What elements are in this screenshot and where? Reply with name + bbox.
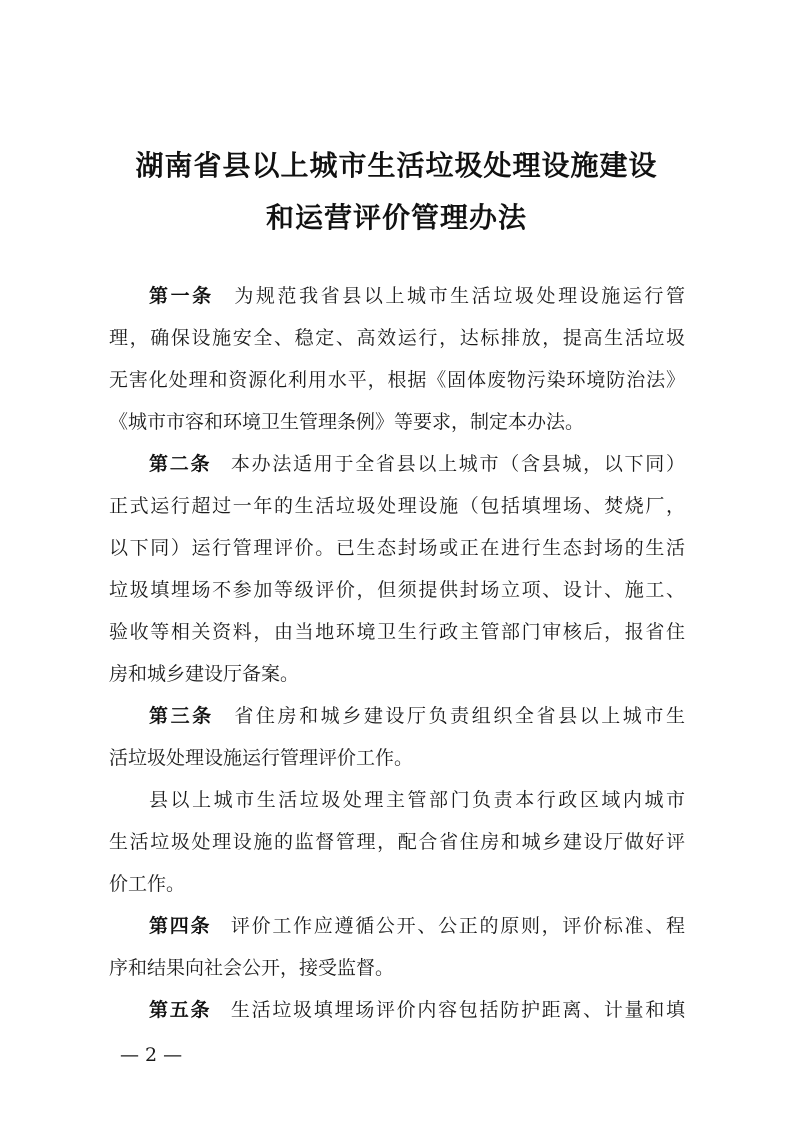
- article-2-line-6: 房和城乡建设厅备案。: [109, 663, 300, 685]
- article-3-heading: 第三条: [149, 705, 214, 727]
- article-1-heading: 第一条: [149, 285, 214, 307]
- page-number: — 2 —: [120, 1044, 183, 1066]
- article-5-heading: 第五条: [149, 999, 212, 1021]
- article-1-line-3: 无害化处理和资源化利用水平，根据《固体废物污染环境防治法》: [109, 369, 685, 391]
- article-1-line-4: 《城市市容和环境卫生管理条例》等要求，制定本办法。: [109, 411, 585, 433]
- article-3-line-1: [149, 695, 685, 737]
- article-1-line-1: [149, 275, 685, 317]
- article-1-line-2: 理，确保设施安全、稳定、高效运行，达标排放，提高生活垃圾: [109, 327, 685, 349]
- article-2-line-5: 验收等相关资料，由当地环境卫生行政主管部门审核后，报省住: [109, 621, 685, 643]
- article-3-para-2-line-2: 生活垃圾处理设施的监督管理，配合省住房和城乡建设厅做好评: [109, 831, 685, 853]
- article-2-text-1: 本办法适用于全省县以上城市（含县城，以下同）: [229, 453, 685, 475]
- article-2-line-2: 正式运行超过一年的生活垃圾处理设施（包括填埋场、焚烧厂，: [109, 495, 685, 517]
- article-4-line-1: [149, 905, 685, 947]
- document-title-line-2: 和运营评价管理办法: [265, 201, 527, 234]
- article-3-para-2-line-3: 价工作。: [109, 873, 186, 895]
- article-5-text-1: 生活垃圾填埋场评价内容包括防护距离、计量和填: [229, 999, 685, 1021]
- article-1-text-1: 为规范我省县以上城市生活垃圾处理设施运行管: [231, 285, 685, 307]
- article-5-line-1: [149, 989, 685, 1031]
- article-3-text-1: 省住房和城乡建设厅负责组织全省县以上城市生: [231, 705, 685, 727]
- article-4-text-1: 评价工作应遵循公开、公正的原则，评价标准、程: [229, 915, 685, 937]
- article-3-para-2-line-1: 县以上城市生活垃圾处理主管部门负责本行政区域内城市: [149, 789, 685, 811]
- article-2-heading: 第二条: [149, 453, 212, 475]
- document-title-line-1: 湖南省县以上城市生活垃圾处理设施建设: [135, 149, 658, 182]
- article-2-line-4: 垃圾填埋场不参加等级评价，但须提供封场立项、设计、施工、: [109, 579, 685, 601]
- article-3-line-2: 活垃圾处理设施运行管理评价工作。: [109, 747, 414, 769]
- article-4-heading: 第四条: [149, 915, 212, 937]
- article-2-line-3: 以下同）运行管理评价。已生态封场或正在进行生态封场的生活: [109, 537, 685, 559]
- article-4-line-2: 序和结果向社会公开，接受监督。: [109, 957, 395, 979]
- article-2-line-1: [149, 443, 685, 485]
